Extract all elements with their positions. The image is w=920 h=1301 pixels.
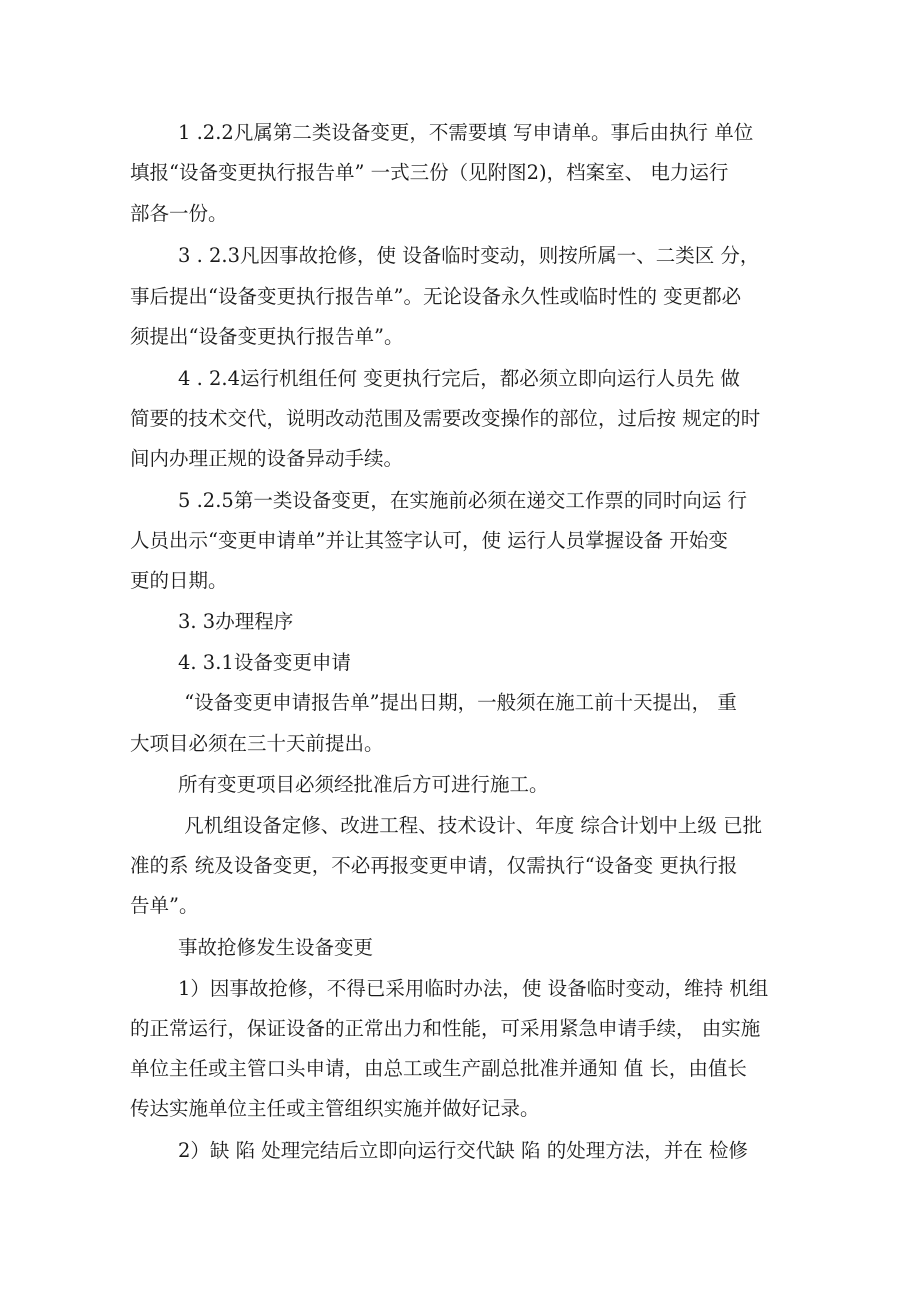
paragraph-line: 1 .2.2凡属第二类设备变更，不需要填 写申请单。事后由执行 单位 [178, 121, 754, 144]
paragraph-line: 的正常运行，保证设备的正常出力和性能，可采用紧急申请手续， 由实施 [130, 1017, 761, 1040]
paragraph-line: 凡机组设备定修、改进工程、技术设计、年度 综合计划中上级 已批 [178, 814, 763, 837]
paragraph-line: 须提出“设备变更执行报告单”。 [130, 325, 404, 348]
paragraph-line: 间内办理正规的设备异动手续。 [130, 447, 404, 470]
paragraph-line: 传达实施单位主任或主管组织实施并做好记录。 [130, 1097, 540, 1120]
paragraph-line: “设备变更申请报告单”提出日期，一般须在施工前十天提出， 重 [178, 691, 737, 714]
paragraph-line: 4 . 2.4运行机组任何 变更执行完后，都必须立即向运行人员先 做 [178, 367, 740, 390]
paragraph-line: 1）因事故抢修，不得已采用临时办法，使 设备临时变动，维持 机组 [178, 977, 769, 1000]
paragraph-line: 2）缺 陷 处理完结后立即向运行交代缺 陷 的处理方法，并在 检修 [178, 1139, 748, 1162]
paragraph-line: 填报“设备变更执行报告单” 一式三份（见附图2)，档案室、 电力运行 [130, 161, 729, 184]
paragraph-line: 部各一份。 [130, 202, 228, 225]
paragraph-line: 5 .2.5第一类设备变更，在实施前必须在递交工作票的同时向运 行 [178, 489, 748, 512]
section-heading: 3. 3办理程序 [178, 610, 294, 633]
paragraph-line: 更的日期。 [130, 569, 228, 592]
paragraph-line: 事后提出“设备变更执行报告单”。无论设备永久性或临时性的 变更都必 [130, 285, 742, 308]
paragraph-line: 单位主任或主管口头申请，由总工或生产副总批准并通知 值 长，由值长 [130, 1057, 747, 1080]
paragraph-line: 告单”。 [130, 894, 199, 917]
paragraph-line: 准的系 统及设备变更，不必再报变更申请，仅需执行“设备变 更执行报 [130, 854, 738, 877]
paragraph-line: 简要的技术交代，说明改动范围及需要改变操作的部位，过后按 规定的时 [130, 407, 761, 430]
paragraph-line: 事故抢修发生设备变更 [178, 936, 374, 959]
paragraph-line: 3 . 2.3凡因事故抢修，使 设备临时变动，则按所属一、二类区 分， [178, 244, 760, 267]
paragraph-line: 人员出示“变更申请单”并让其签字认可，使 运行人员掌握设备 开始变 [130, 529, 728, 552]
paragraph-line: 大项目必须在三十天前提出。 [130, 732, 384, 755]
subsection-heading: 4. 3.1设备变更申请 [178, 651, 351, 674]
paragraph-line: 所有变更项目必须经批准后方可进行施工。 [178, 773, 549, 796]
